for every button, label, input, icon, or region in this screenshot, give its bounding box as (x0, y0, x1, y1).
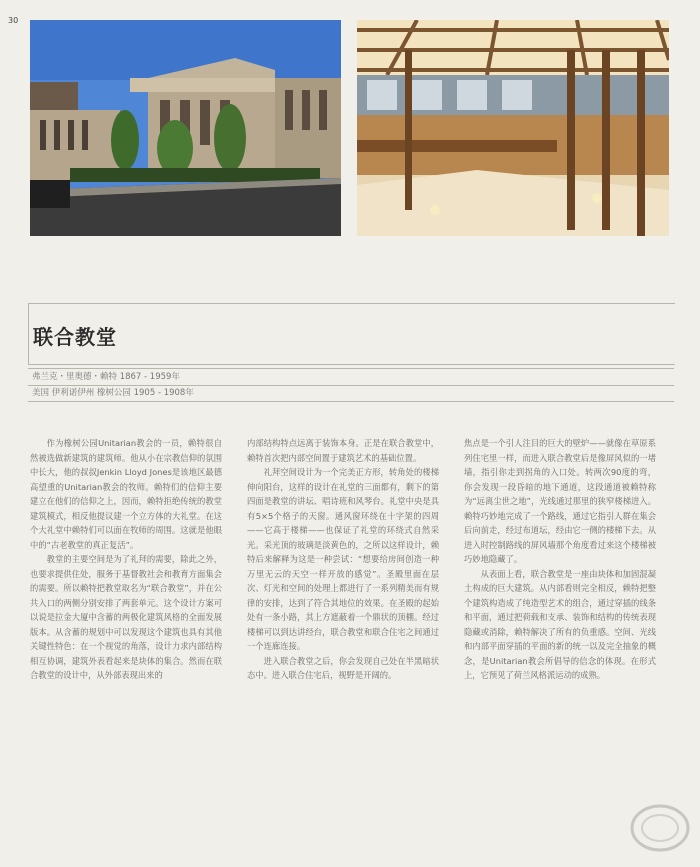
paragraph: 内部结构特点远离于装饰本身。正是在联合教堂中，赖特首次把内部空间置于建筑艺术的基础位置。 (247, 438, 439, 463)
architect-line (28, 368, 674, 386)
page-number: 30 (8, 16, 19, 25)
paragraph: 作为橡树公园Unitarian教会的一员，赖特很自然被选做新建筑的建筑师。他从小在宗教信仰的氛围中长大，他的叔叔Jenkin Lloyd Jones是该地区最德高望重的Unitarian教会的牧师。赖特们的信仰主要建立在他们的信仰之上，因而，赖特拒绝传统的教堂建筑模式，相反他提议建一个立方体的大礼堂。在这个大礼堂中赖特们可以面在牧师的周围。这就是他眼中的“古老教堂的真正复活”。 (30, 438, 222, 550)
text-column-3 (464, 436, 656, 683)
exterior-photo (30, 20, 341, 236)
architect-text: 弗兰克・里奥德・赖特 1867 - 1959年 (32, 372, 180, 382)
paragraph: 焦点是一个引人注目的巨大的壁炉——就像在草原系列住宅里一样，而进入联合教堂后是像屏风似的一堵墙，指引你走到拐角的入口处。转两次90度的弯，你会发现一段昏暗的地下通道，这段通道被赖特称为“远离尘世之地”，光线通过那里的狭窄楼梯进入。赖特巧妙地完成了一个路线，通过它指引人群在集会后向前走，经过布道坛，经由它一侧的楼梯下去。从进入时控制路线的屏风墙那个角度看过来这个楼梯被巧妙地隐藏了。 (464, 438, 656, 564)
interior-photo (357, 20, 669, 236)
text-column-2 (247, 436, 439, 683)
location-text: 美国 伊利诺伊州 橡树公园 1905 - 1908年 (32, 388, 194, 398)
paragraph: 从表面上看，联合教堂是一座由块体和加固混凝土构成的巨大建筑。从内部看则完全相反，赖特把整个建筑构造成了纯造型艺术的组合，通过穿插的线条和平面，通过把荷载和支承、装饰和结构的传统表现隐藏或消除，赖特解决了所有的负重感。空间、光线和内部平面穿插的平面的新的统一以及完全抽象的概念，是Unitarian教会所倡导的信念的体现。在形式上，它预见了荷兰风格派运动的成熟。 (464, 568, 656, 680)
watermark-stamp-icon (628, 800, 692, 860)
paragraph: 礼拜空间设计为一个完美正方形，转角处的楼梯伸向阳台，这样的设计在礼堂的三面都有，剩下的第四面是教堂的讲坛、唱诗班和风琴台。礼堂中央是具有5×5个格子的天窗。通风窗环绕在十字架的四周——它高于楼梯——也保证了礼堂的环绕式自然采光。采光顶的玻璃是淡黄色的，之所以这样设计，赖特后来解释为这是一种尝试：“想要给房间创造一种万里无云的天空一样开放的感觉”。圣殿里面在层次、灯光和空间的处理上都进行了一系列精美而有规律的安排，达到了符合其地位的效果。在圣殿的起始处有一条小路，其上方遮蔽着一个鼎状的顶棚。经过楼梯可以到达讲经台，联合教堂和联合住宅之间通过一个连廊连接。 (247, 467, 439, 651)
title-box (28, 303, 675, 365)
location-line (28, 385, 674, 402)
paragraph: 进入联合教堂之后，你会发现自己处在半黑暗状态中。进入联合住宅后，视野是开阔的。 (247, 655, 439, 680)
paragraph: 教堂的主要空间是为了礼拜的需要，除此之外，也要求提供住处，服务于基督教社会和教育方面集会的需要。所以赖特把教堂取名为“联合教堂”，并在公共入口的两侧分别安排了两套单元。这个设计方案可以说是拉金大厦中含蓄的两极化建筑风格的全面发展版本。从含蓄的规划中可以发现这个建筑也具有其他关键性特色：在一个视觉的角落，设计力求内部结构相互协调，建筑外表看起来是块体的集合。然而在联合教堂的设计中，从外部表现出来的 (30, 554, 222, 680)
article-title: 联合教堂 (33, 325, 117, 349)
text-column-1 (30, 436, 222, 683)
